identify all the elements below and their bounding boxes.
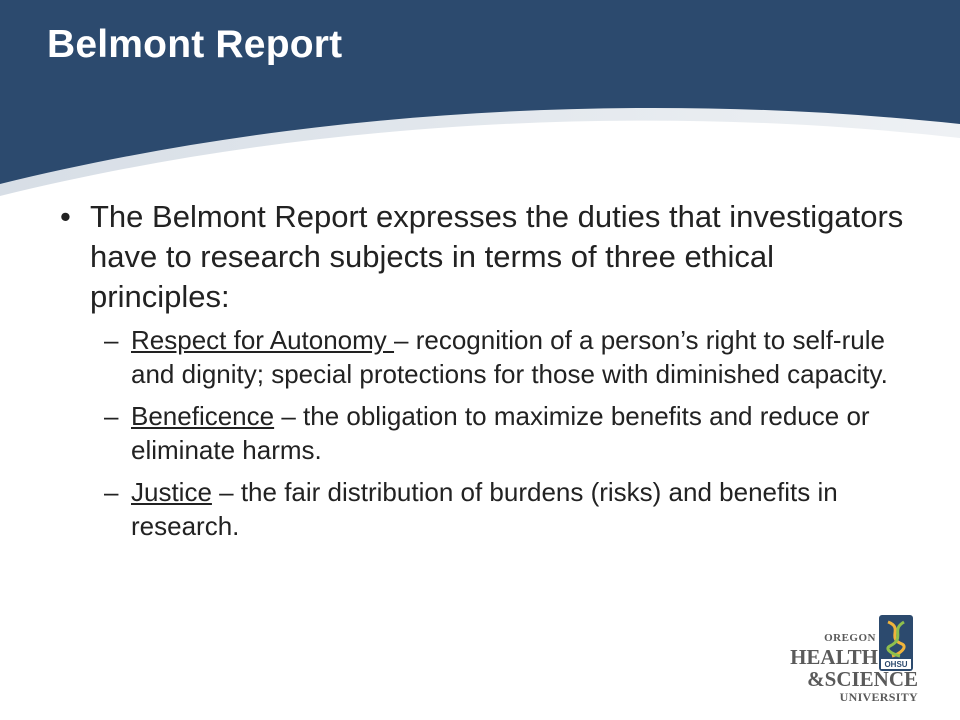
logo-health: HEALTH: [790, 645, 878, 669]
logo-oregon: OREGON: [824, 632, 876, 644]
slide-title: Belmont Report: [47, 23, 343, 66]
dash-marker: –: [104, 325, 119, 355]
bullet-marker: •: [60, 199, 71, 234]
logo-science: &SCIENCE: [807, 667, 918, 691]
principles-list: [60, 323, 920, 543]
principle-term: Respect for Autonomy: [131, 325, 395, 355]
principle-autonomy: [60, 323, 920, 391]
principle-term: Beneficence: [131, 401, 275, 431]
principle-term: Justice: [131, 477, 212, 507]
dash-marker: –: [104, 401, 119, 431]
principle-description: – the fair distribution of burdens (risks) and benefits in research.: [131, 477, 838, 541]
slide-content: [60, 197, 920, 551]
logo-university: UNIVERSITY: [839, 690, 918, 704]
ohsu-badge-text: OHSU: [884, 660, 908, 669]
ohsu-emblem-icon: [878, 614, 914, 672]
principle-beneficence: [60, 399, 920, 467]
main-bullet: [60, 197, 920, 317]
ohsu-logo: [788, 610, 920, 706]
principle-justice: [60, 475, 920, 543]
dash-marker: –: [104, 477, 119, 507]
main-bullet-text: The Belmont Report expresses the duties that investigators have to research subjects in terms of three ethical principles:: [90, 199, 904, 314]
principle-description: – recognition of a person’s right to self-rule and dignity; special protections for those with diminished capacity.: [131, 325, 888, 389]
principle-description: – the obligation to maximize benefits and reduce or eliminate harms.: [131, 401, 870, 465]
